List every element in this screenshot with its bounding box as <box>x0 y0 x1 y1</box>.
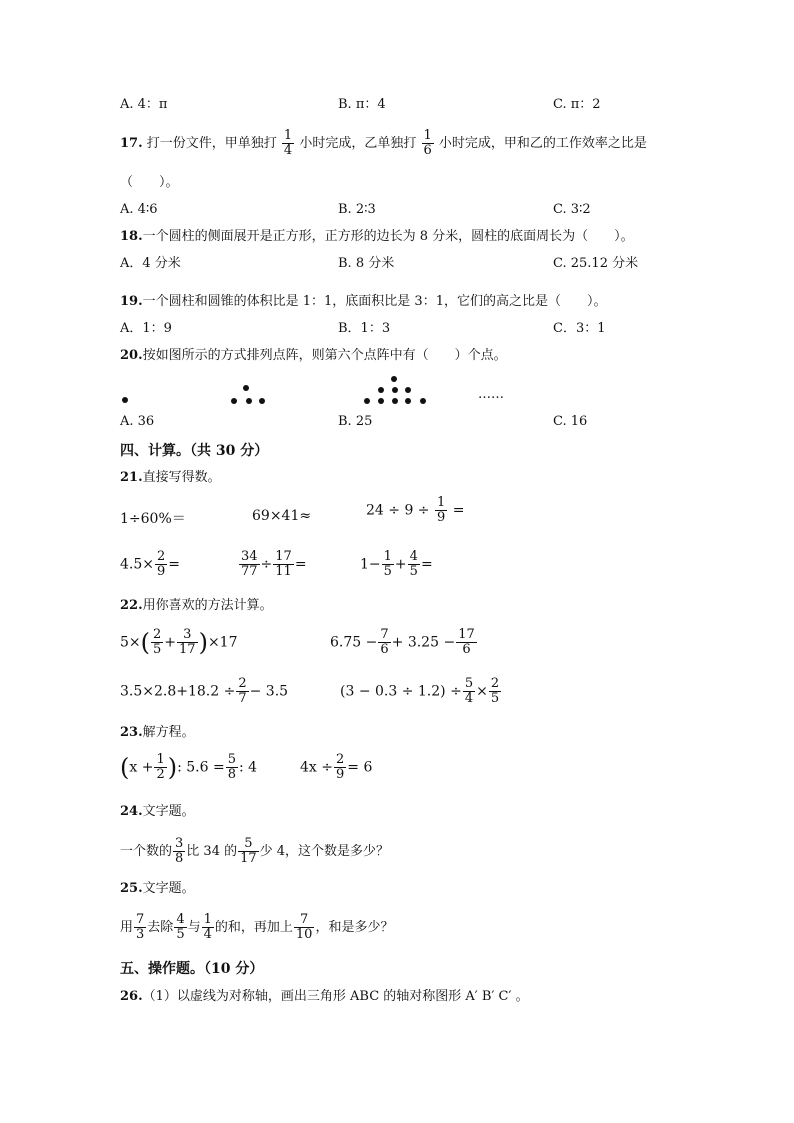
q17-option-c: C. 3∶2 <box>553 202 591 217</box>
expr-text: ×17 <box>207 634 238 651</box>
frac-num: 2 <box>490 676 500 691</box>
fraction <box>456 628 477 657</box>
frac-den: 17 <box>179 642 196 657</box>
q18-option-b: B. 8 分米 <box>338 256 395 271</box>
q26-stem <box>120 988 529 1006</box>
expr-text: = <box>452 502 465 519</box>
q26-number: 26. <box>120 989 143 1004</box>
frac-den: 7 <box>238 691 247 706</box>
q17-text-3: 小时完成，甲和乙的工作效率之比是 <box>438 136 647 151</box>
text: 一个数的 <box>120 844 173 859</box>
text: 与 <box>187 920 201 935</box>
frac-num: 1 <box>437 495 446 510</box>
frac-num: 7 <box>380 627 389 642</box>
fraction <box>236 677 248 706</box>
frac-num: 2 <box>335 752 345 767</box>
text: 去除 <box>147 920 174 935</box>
frac-den: 77 <box>241 564 258 579</box>
q21-text: 直接写得数。 <box>142 470 221 485</box>
q17-fraction-1 <box>282 129 294 158</box>
fraction <box>173 837 185 866</box>
q17-option-a: A. 4∶6 <box>120 202 158 217</box>
text: 少 4，这个数是多少？ <box>259 844 390 859</box>
q17-fraction-1-den: 4 <box>283 143 293 158</box>
fraction <box>202 913 214 942</box>
fraction <box>408 550 420 579</box>
q21-expr-4 <box>120 550 180 579</box>
expr-text: = <box>168 556 181 573</box>
expr-text: = <box>420 556 433 573</box>
fraction <box>435 496 447 525</box>
dot <box>378 398 384 404</box>
q16-option-b: B. π：4 <box>338 97 386 112</box>
expr-text: 1− <box>360 556 381 573</box>
q19-text: 一个圆柱和圆锥的体积比是 1：1，底面积比是 3：1，它们的高之比是（ ）。 <box>142 294 607 309</box>
q19-number: 19. <box>120 294 143 309</box>
q24-number: 24. <box>120 804 143 819</box>
q26-text: （1）以虚线为对称轴，画出三角形 ABC 的轴对称图形 A′ B′ C′ 。 <box>142 989 529 1004</box>
paren: ) <box>198 628 208 657</box>
frac-num: 7 <box>136 912 145 927</box>
q22-stem <box>120 597 273 615</box>
q24-text: 文字题。 <box>142 804 195 819</box>
q19-option-b: B．1：3 <box>338 321 391 336</box>
q17-stem <box>120 124 647 164</box>
frac-num: 17 <box>458 627 475 642</box>
frac-den: 5 <box>490 691 500 706</box>
text: ，和是多少？ <box>315 920 394 935</box>
q22-expr-2 <box>330 628 478 657</box>
expr-text: 6.75 − <box>330 634 378 651</box>
q17-fraction-2-den: 6 <box>423 143 432 158</box>
expr-text: × <box>476 683 488 700</box>
frac-den: 6 <box>380 642 389 657</box>
fraction <box>174 913 186 942</box>
expr-text: : 5.6 = <box>177 759 225 776</box>
fraction <box>273 550 294 579</box>
frac-num: 2 <box>238 676 247 691</box>
q20-stem <box>120 347 507 365</box>
frac-den: 17 <box>240 851 257 866</box>
frac-den: 5 <box>383 564 392 579</box>
frac-den: 9 <box>437 510 446 525</box>
frac-den: 4 <box>203 927 212 942</box>
fraction <box>294 913 315 942</box>
dot <box>364 398 370 404</box>
frac-num: 3 <box>177 628 198 643</box>
frac-num: 2 <box>153 627 162 642</box>
q21-stem <box>120 469 221 487</box>
fraction <box>154 753 166 782</box>
q20-option-a: A. 36 <box>120 414 155 429</box>
frac-den: 10 <box>295 927 313 942</box>
expr-text: 3.5×2.8+18.2 ÷ <box>120 683 236 700</box>
pattern-ellipsis: …… <box>478 387 504 402</box>
dot <box>231 398 237 404</box>
q17-fraction-2 <box>422 129 434 158</box>
q16-option-a: A. 4：π <box>120 97 168 112</box>
text: 用 <box>120 920 134 935</box>
expr-text: 4.5× <box>120 556 154 573</box>
expr-text: = <box>294 556 307 573</box>
frac-num: 17 <box>275 549 292 564</box>
paren: ( <box>140 628 151 657</box>
q18-option-c: C. 25.12 分米 <box>553 256 639 271</box>
dot <box>243 385 249 391</box>
q19-option-c: C．3：1 <box>553 321 606 336</box>
q24-problem <box>120 834 389 870</box>
dot <box>378 387 384 393</box>
fraction <box>382 550 394 579</box>
frac-num: 3 <box>175 836 184 851</box>
section-4-title: 四、计算。（共 30 分） <box>120 443 269 459</box>
q17-text-1: 打一份文件，甲单独打 <box>146 136 277 151</box>
frac-den: 5 <box>153 642 162 657</box>
dot <box>246 398 252 404</box>
frac-den: 8 <box>175 851 184 866</box>
expr-text: ÷ <box>260 556 273 573</box>
q20-text: 按如图所示的方式排列点阵，则第六个点阵中有（ ）个点。 <box>142 348 507 363</box>
frac-num: 4 <box>409 549 418 564</box>
q16-option-c: C. π：2 <box>553 97 601 112</box>
fraction <box>489 677 501 706</box>
dot <box>420 398 426 404</box>
q21-expr-5 <box>238 550 307 579</box>
q20-option-c: C. 16 <box>553 414 588 429</box>
frac-num: 5 <box>464 676 474 691</box>
expr-text: + 3.25 − <box>391 634 456 651</box>
expr-text: + <box>164 634 177 651</box>
q21-expr-6 <box>360 550 433 579</box>
fraction <box>238 837 259 866</box>
frac-den: 5 <box>176 927 185 942</box>
q18-number: 18. <box>120 229 143 244</box>
fraction <box>134 913 146 942</box>
frac-num: 1 <box>156 752 165 767</box>
q25-text: 文字题。 <box>142 881 195 896</box>
q17-fraction-1-num: 1 <box>283 128 293 143</box>
dot <box>405 398 411 404</box>
expr-text: − 3.5 <box>249 683 289 700</box>
dot <box>259 398 265 404</box>
frac-den: 2 <box>156 767 165 782</box>
q17-number: 17. <box>120 136 143 151</box>
section-5-title: 五、操作题。（10 分） <box>120 961 264 977</box>
fraction <box>378 628 390 657</box>
q19-stem <box>120 293 606 311</box>
frac-num: 5 <box>238 837 259 852</box>
expr-text: = 6 <box>347 759 373 776</box>
frac-den: 6 <box>462 642 471 657</box>
frac-den: 4 <box>464 691 474 706</box>
frac-den: 11 <box>275 564 292 579</box>
frac-num: 1 <box>203 912 212 927</box>
q25-number: 25. <box>120 881 143 896</box>
expr-text: + <box>394 556 407 573</box>
expr-text: : 4 <box>239 759 258 776</box>
dot <box>392 387 398 393</box>
q25-stem <box>120 880 195 898</box>
q18-option-a: A．4 分米 <box>120 256 181 271</box>
dot <box>392 398 398 404</box>
expr-text: 5× <box>120 634 141 651</box>
expr-text: 24 ÷ 9 ÷ <box>366 502 430 519</box>
q19-option-a: A．1：9 <box>120 321 172 336</box>
dot <box>122 397 128 403</box>
paren: ) <box>167 753 178 782</box>
q22-text: 用你喜欢的方法计算。 <box>142 598 273 613</box>
fraction <box>151 628 163 657</box>
dot <box>391 376 397 382</box>
frac-num: 4 <box>176 912 185 927</box>
q22-expr-4 <box>340 677 502 706</box>
q23-number: 23. <box>120 725 143 740</box>
q23-stem <box>120 724 195 742</box>
q23-text: 解方程。 <box>142 725 195 740</box>
expr-text: (3 − 0.3 ÷ 1.2) ÷ <box>340 683 462 700</box>
frac-num: 7 <box>294 913 315 928</box>
expr-text: 4x ÷ <box>300 759 333 776</box>
frac-den: 3 <box>136 927 145 942</box>
text: 比 34 的 <box>186 844 238 859</box>
frac-den: 9 <box>335 767 345 782</box>
fraction <box>155 550 167 579</box>
frac-den: 8 <box>227 767 237 782</box>
fraction <box>239 550 260 579</box>
frac-num: 5 <box>227 752 237 767</box>
frac-num: 1 <box>383 549 392 564</box>
q22-number: 22. <box>120 598 143 613</box>
q21-number: 21. <box>120 470 143 485</box>
fraction <box>463 677 475 706</box>
q18-stem <box>120 228 634 246</box>
fraction <box>334 753 346 782</box>
q17-fraction-2-num: 1 <box>423 128 432 143</box>
q20-number: 20. <box>120 348 143 363</box>
fraction <box>177 628 198 657</box>
paren: ( <box>120 753 130 782</box>
q23-equation-1 <box>120 753 257 782</box>
expr-text: x + <box>129 759 154 776</box>
frac-num: 34 <box>241 549 258 564</box>
q21-expr-1: 1÷60%＝ <box>120 511 186 527</box>
q21-expr-2: 69×41≈ <box>252 508 312 524</box>
frac-den: 5 <box>409 564 418 579</box>
q21-expr-3 <box>366 496 464 525</box>
q20-option-b: B. 25 <box>338 414 373 429</box>
dot <box>405 387 411 393</box>
q22-expr-1 <box>120 628 238 657</box>
q17-option-b: B. 2∶3 <box>338 202 376 217</box>
frac-den: 9 <box>157 564 166 579</box>
q24-stem <box>120 803 195 821</box>
q17-blank: （ ）。 <box>120 175 179 190</box>
q25-problem <box>120 910 393 946</box>
q17-text-2: 小时完成，乙单独打 <box>299 136 417 151</box>
text: 的和，再加上 <box>214 920 293 935</box>
fraction <box>226 753 238 782</box>
q23-equation-2 <box>300 753 372 782</box>
q22-expr-3 <box>120 677 288 706</box>
frac-num: 2 <box>157 549 166 564</box>
q18-text: 一个圆柱的侧面展开是正方形，正方形的边长为 8 分米，圆柱的底面周长为（ ）。 <box>142 229 634 244</box>
